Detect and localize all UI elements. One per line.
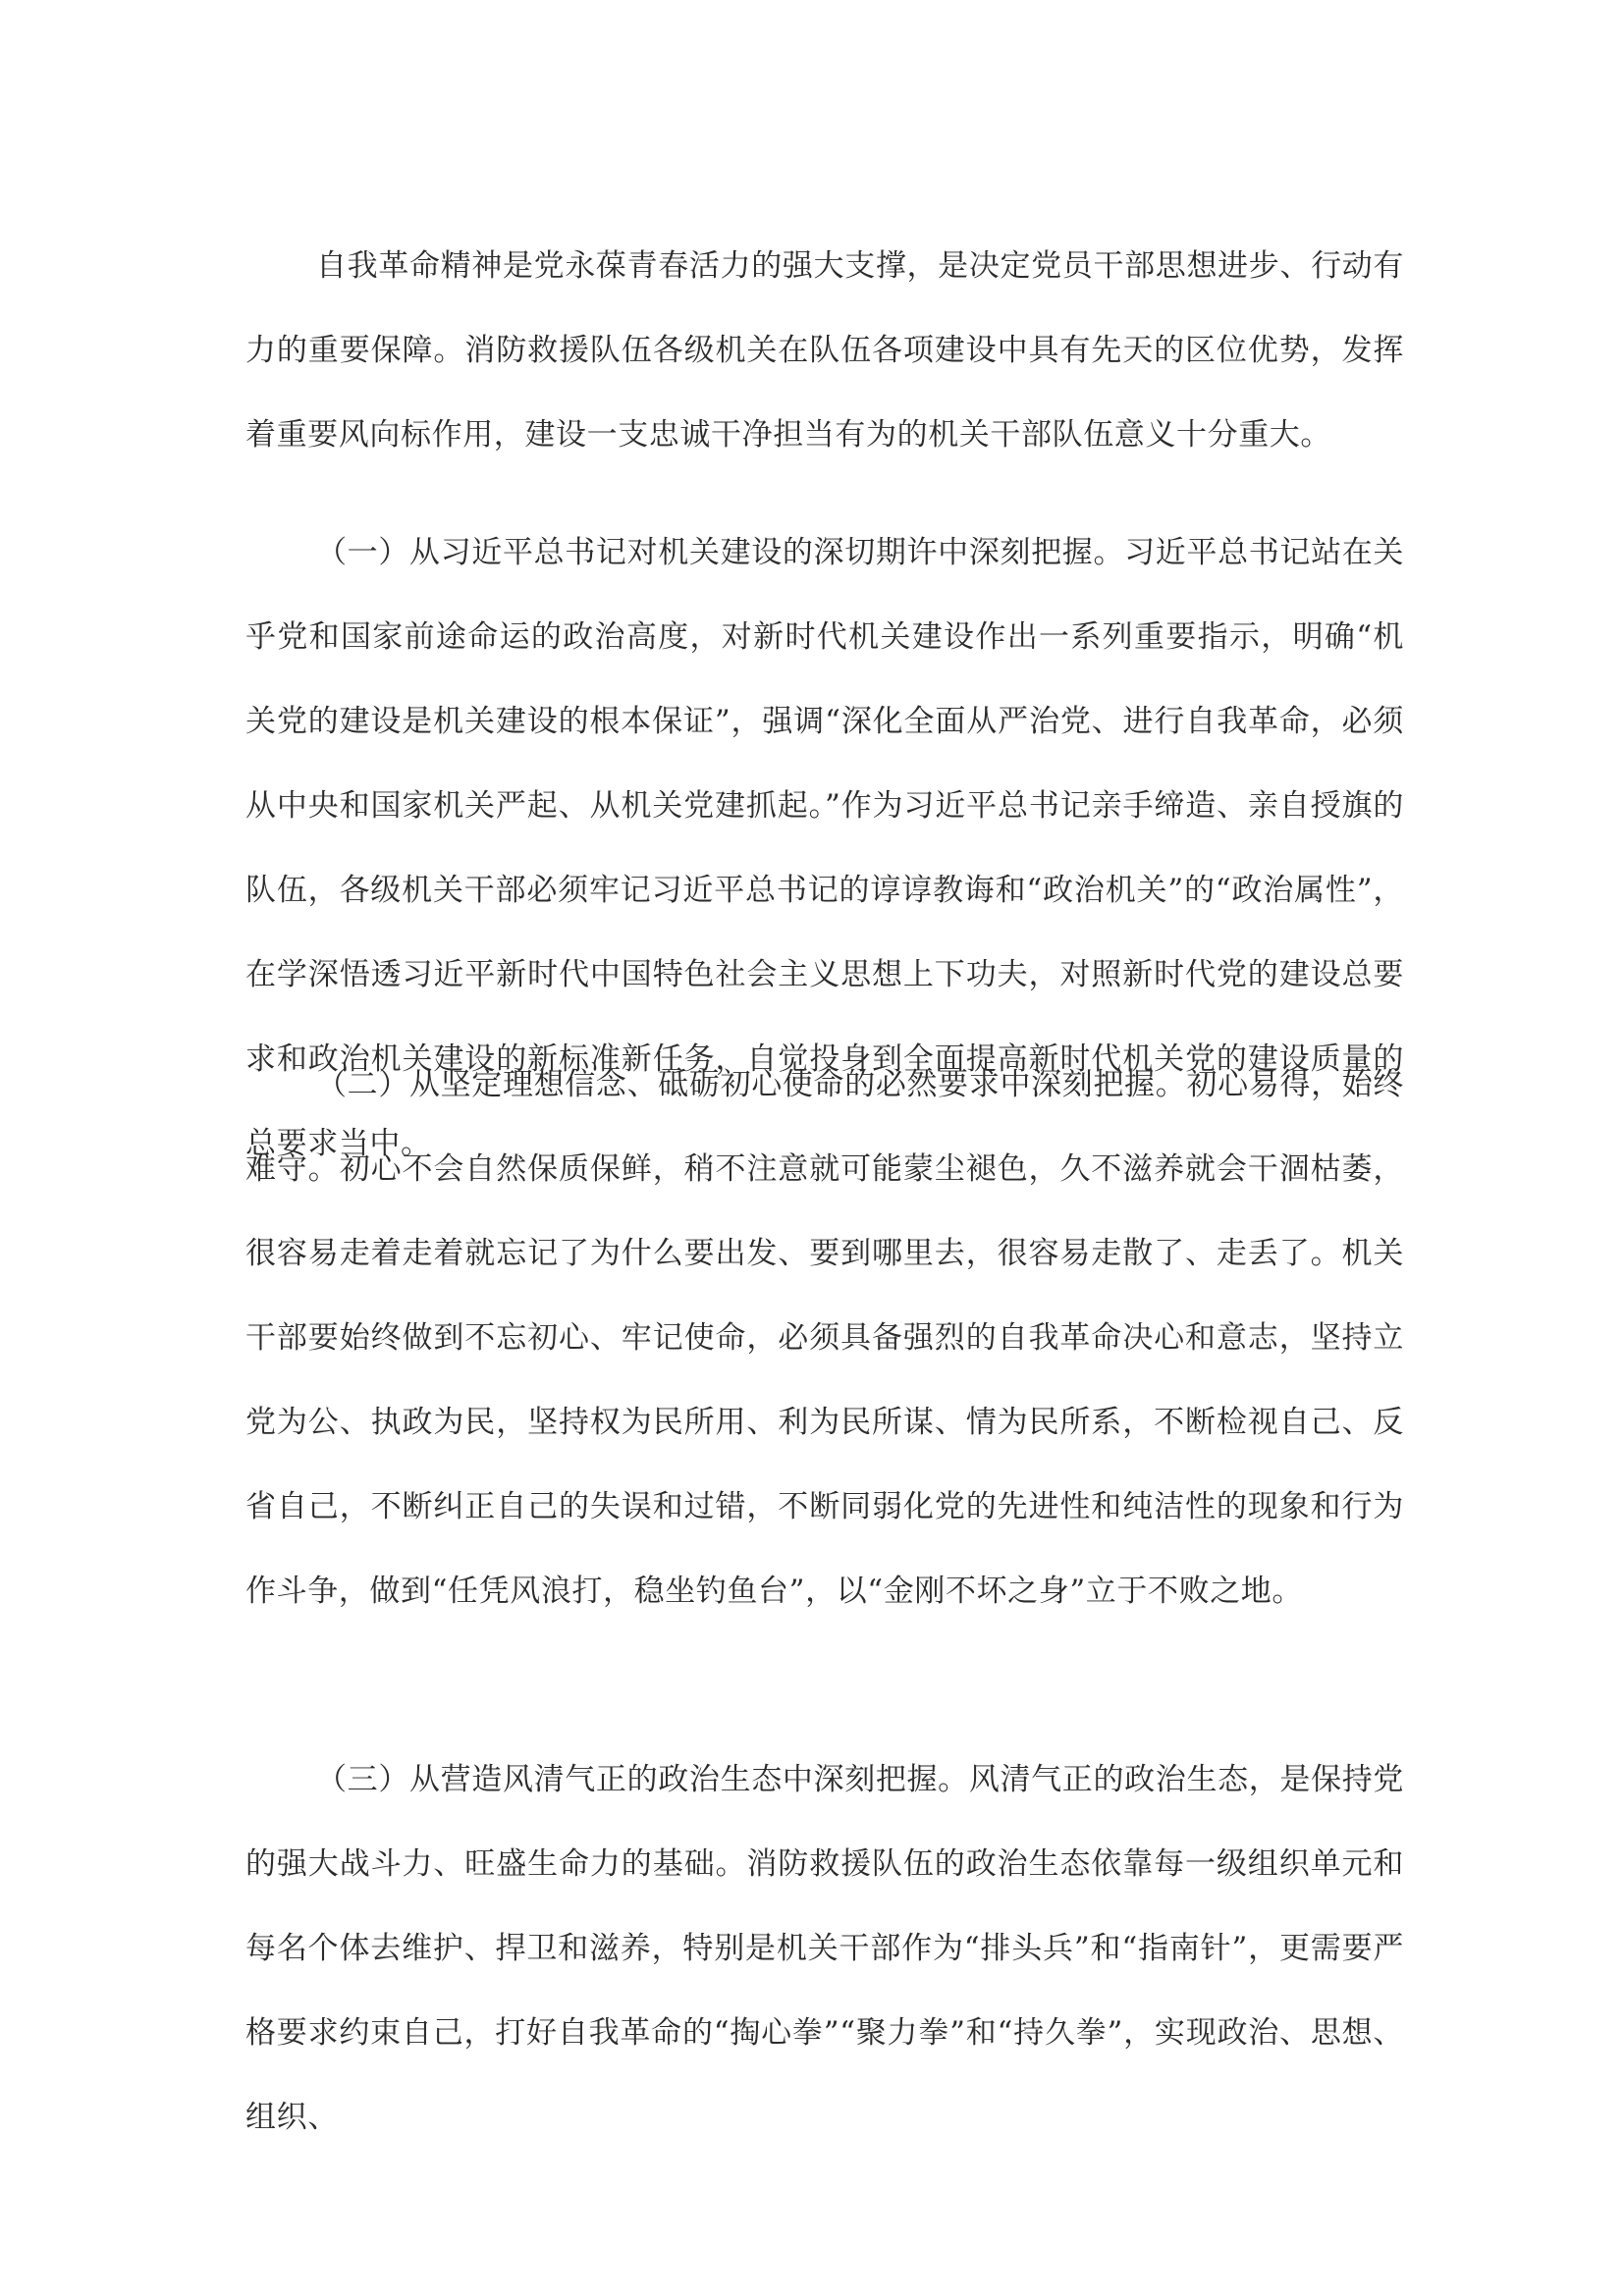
paragraph-section-1: （一）从习近平总书记对机关建设的深切期许中深刻把握。习近平总书记站在关乎党和国家前途命运的政治高度，对新时代机关建设作出一系列重要指示，明确“机关党的建设是机关建设的根本保证”，强调“深化全面从严治党、进行自我革命，必须从中央和国家机关严起、从机关党建抓起。”作为习近平总书记亲手缔造、亲自授旗的队伍，各级机关干部必须牢记习近平总书记的谆谆教诲和“政治机关”的“政治属性”，在学深悟透习近平新时代中国特色社会主义思想上下功夫，对照新时代党的建设总要求和政治机关建设的新标准新任务，自觉投身到全面提高新时代机关党的建设质量的总要求当中。 xyxy=(245,535,1404,1161)
paragraph-intro: 自我革命精神是党永葆青春活力的强大支撑，是决定党员干部思想进步、行动有力的重要保障。消防救援队伍各级机关在队伍各项建设中具有先天的区位优势，发挥着重要风向标作用，建设一支忠诚干净担当有为的机关干部队伍意义十分重大。 xyxy=(245,248,1404,453)
paragraph-section-3: （三）从营造风清气正的政治生态中深刻把握。风清气正的政治生态，是保持党的强大战斗力、旺盛生命力的基础。消防救援队伍的政治生态依靠每一级组织单元和每名个体去维护、捍卫和滋养，特别是机关干部作为“排头兵”和“指南针”，更需要严格要求约束自己，打好自我革命的“掏心拳”“聚力拳”和“持久拳”，实现政治、思想、组织、 xyxy=(245,1762,1404,2135)
paragraph-section-2: （二）从坚定理想信念、砥砺初心使命的必然要求中深刻把握。初心易得，始终难守。初心不会自然保质保鲜，稍不注意就可能蒙尘褪色，久不滋养就会干涸枯萎，很容易走着走着就忘记了为什么要出发、要到哪里去，很容易走散了、走丢了。机关干部要始终做到不忘初心、牢记使命，必须具备强烈的自我革命决心和意志，坚持立党为公、执政为民，坚持权为民所用、利为民所谋、情为民所系，不断检视自己、反省自己，不断纠正自己的失误和过错，不断同弱化党的先进性和纯洁性的现象和行为作斗争，做到“任凭风浪打，稳坐钓鱼台”，以“金刚不坏之身”立于不败之地。 xyxy=(245,1067,1404,1609)
